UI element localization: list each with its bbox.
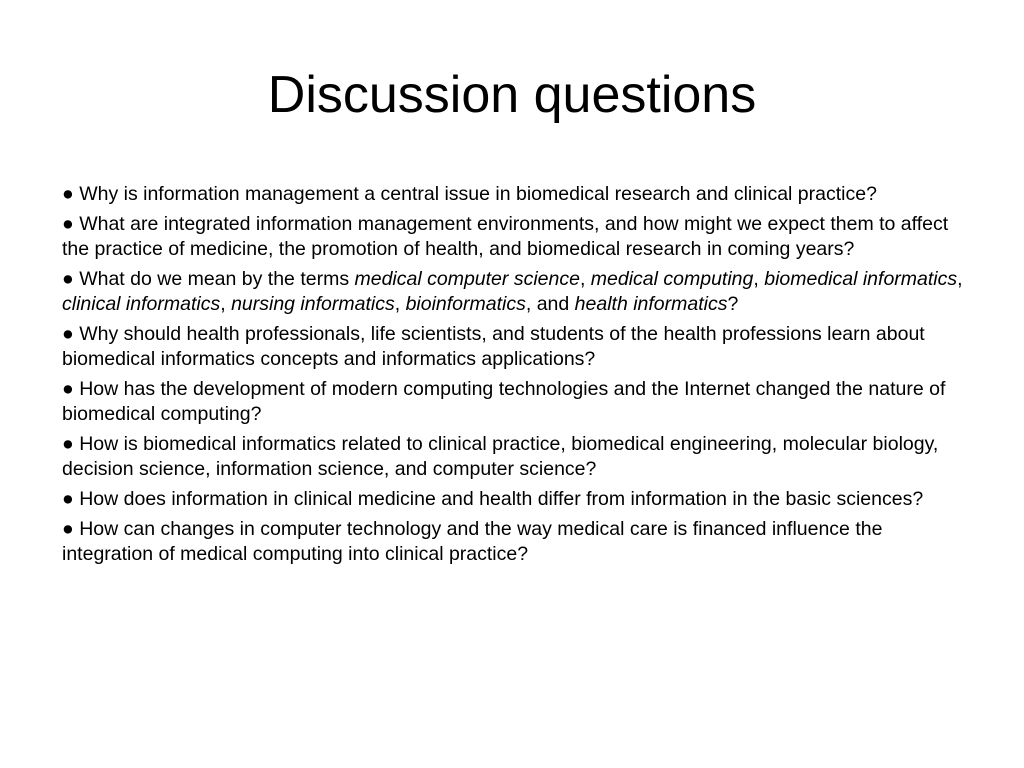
question-term: health informatics [574,293,728,315]
question-list [62,182,972,572]
question-term: nursing informatics [231,293,395,315]
question-item [62,267,972,317]
bullet-icon: ● [62,518,74,540]
bullet-icon: ● [62,323,74,345]
bullet-icon: ● [62,488,74,510]
question-item [62,432,972,482]
question-text: What are integrated information management environments, and how might we expect them to affect the practice of medicine, the promotion of health, and biomedical research in coming years? [62,213,949,260]
question-text: How does information in clinical medicine and health differ from information in the basic sciences? [79,488,924,510]
question-text: How is biomedical informatics related to clinical practice, biomedical engineering, molecular biology, decision science, information science, and computer science? [62,433,939,480]
bullet-icon: ● [62,433,74,455]
bullet-icon: ● [62,183,74,205]
question-item [62,182,972,207]
question-text: ? [727,293,739,315]
question-term: biomedical informatics [764,268,958,290]
bullet-icon: ● [62,268,74,290]
question-item [62,377,972,427]
question-term: clinical informatics [62,293,221,315]
question-text: , [220,293,232,315]
question-text: , [957,268,963,290]
question-item [62,322,972,372]
question-text: Why should health professionals, life scientists, and students of the health professions learn about biomedical informatics concepts and informatics applications? [62,323,925,370]
question-term: bioinformatics [405,293,526,315]
question-text: Why is information management a central issue in biomedical research and clinical practice? [79,183,877,205]
question-item [62,487,972,512]
question-text: , and [525,293,575,315]
slide-title: Discussion questions [267,66,757,124]
question-term: medical computing [590,268,754,290]
question-text: , [394,293,406,315]
question-text: What do we mean by the terms [79,268,355,290]
question-item [62,212,972,262]
question-text: , [579,268,591,290]
bullet-icon: ● [62,213,74,235]
question-term: medical computer science [354,268,580,290]
question-text: , [753,268,765,290]
question-text: How can changes in computer technology and the way medical care is financed influence the integration of medical computing into clinical practice? [62,518,883,565]
question-text: How has the development of modern computing technologies and the Internet changed the nature of biomedical computing? [62,378,946,425]
bullet-icon: ● [62,378,74,400]
question-item [62,517,972,567]
